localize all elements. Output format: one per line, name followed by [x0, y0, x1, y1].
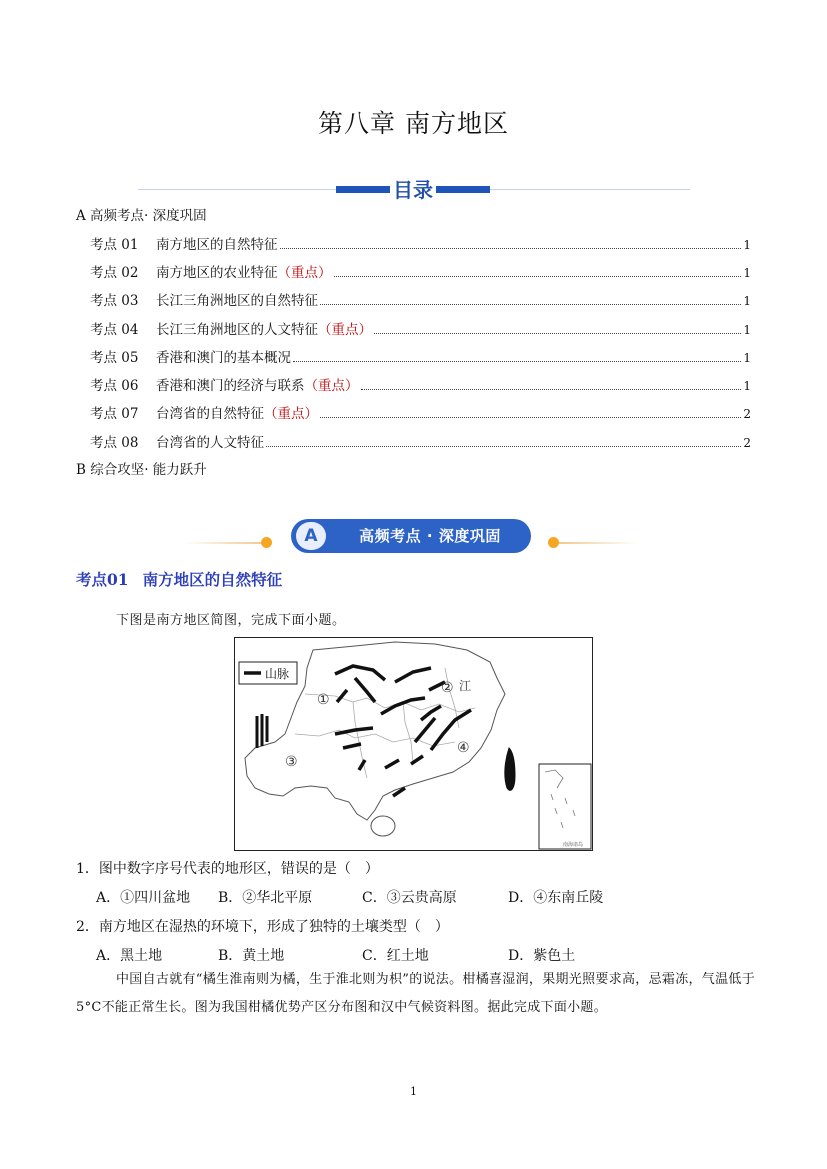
toc-heading: 目录 [390, 174, 436, 203]
toc-entry-name: 台湾省的人文特征 [156, 435, 264, 451]
map-inset [539, 764, 591, 849]
toc-entry-page: 1 [743, 294, 751, 308]
banner-dot-right [548, 537, 559, 548]
q1-option-c[interactable]: C．③云贵高原 [362, 890, 457, 906]
toc-entry-key: （重点） [264, 406, 318, 422]
map-label-3: ③ [285, 754, 298, 770]
mountain-range [343, 744, 361, 748]
toc-entry[interactable] [90, 318, 751, 338]
hainan-island [371, 816, 395, 836]
toc-entry-page: 2 [743, 407, 751, 421]
toc-entry[interactable] [90, 233, 751, 253]
map-svg [235, 638, 592, 850]
inset-note: 南海诸岛 [563, 842, 584, 848]
toc-leader [266, 445, 741, 447]
map-label-1: ① [317, 692, 330, 708]
mountain-range [421, 706, 441, 720]
banner-letter-badge: A [296, 522, 326, 550]
toc-entry-page: 1 [743, 379, 751, 393]
toc-section-b[interactable]: B 综合攻坚· 能力跃升 [76, 462, 207, 478]
map-label-2: ② [441, 680, 454, 696]
toc-entry-name: 香港和澳门的经济与联系 [156, 378, 305, 394]
map-label-jiang: 江 [459, 679, 472, 693]
toc-entry-num: 考点 07 [90, 406, 139, 422]
south-china-map [234, 637, 593, 851]
toc-entry-key: （重点） [318, 322, 372, 338]
toc-entry[interactable] [90, 402, 751, 422]
question-intro-2: 中国自古就有“橘生淮南则为橘，生于淮北则为枳”的说法。柑橘喜湿润，果期光照要求高，忌霜冻，气温低于 5°C不能正常生长。图为我国柑橘优势产区分布图和汉中气候资料图。据此完成下面小题。 [76, 972, 755, 1015]
section-num: 考点01 [76, 570, 129, 589]
toc-leader [320, 416, 741, 418]
q1-option-d[interactable]: D．④东南丘陵 [508, 890, 604, 906]
toc-entry-page: 1 [743, 351, 751, 365]
toc-entry[interactable] [90, 346, 751, 366]
toc-entry[interactable] [90, 261, 751, 281]
page-title: 第八章 南方地区 [318, 109, 509, 138]
toc-entry-page: 1 [743, 266, 751, 280]
section-name: 南方地区的自然特征 [142, 570, 283, 589]
toc-entry-num: 考点 01 [90, 237, 139, 253]
toc-leader [293, 360, 741, 362]
toc-entry-num: 考点 04 [90, 322, 139, 338]
toc-section-a[interactable]: A 高频考点· 深度巩固 [76, 208, 207, 224]
toc-leader [334, 275, 742, 277]
toc-entry-num: 考点 02 [90, 265, 139, 281]
province-boundary [403, 702, 413, 762]
toc-entry-num: 考点 05 [90, 350, 139, 366]
question-2-stem: 2．南方地区在湿热的环境下，形成了独特的土壤类型（ ） [76, 919, 449, 935]
q2-option-d[interactable]: D．紫色土 [508, 948, 576, 964]
toc-leader [320, 303, 741, 305]
taiwan-island [505, 748, 515, 790]
mountain-range [393, 788, 405, 796]
province-boundary [295, 730, 455, 746]
toc-entry-num: 考点 03 [90, 293, 139, 309]
toc-bar-left [336, 186, 392, 193]
banner-text: 高频考点 · 深度巩固 [359, 527, 501, 545]
question-intro: 下图是南方地区简图，完成下面小题。 [116, 613, 346, 628]
mountain-range [335, 666, 385, 680]
map-label-4: ④ [457, 740, 470, 756]
toc-entry-name: 南方地区的自然特征 [156, 237, 278, 253]
banner-dot-left [261, 537, 272, 548]
q2-option-c[interactable]: C．红土地 [362, 948, 429, 964]
section-title [76, 568, 282, 590]
mountain-range [385, 760, 399, 768]
toc-entry-num: 考点 08 [90, 435, 139, 451]
toc-entry-name: 南方地区的农业特征 [156, 265, 278, 281]
toc-entry[interactable] [90, 374, 751, 394]
toc-entry[interactable] [90, 289, 751, 309]
toc-entry-num: 考点 06 [90, 378, 139, 394]
mountain-range [395, 668, 431, 682]
mountain-range [415, 718, 435, 742]
toc-leader [374, 332, 741, 334]
toc-entry-page: 2 [743, 436, 751, 450]
toc-entry-key: （重点） [277, 265, 332, 281]
toc-entry-page: 1 [743, 238, 751, 252]
mountain-range [337, 690, 347, 702]
toc-leader [361, 388, 742, 390]
page-number: 1 [410, 1085, 417, 1098]
toc-entry-name: 长江三角洲地区的自然特征 [156, 293, 318, 309]
toc-entry[interactable] [90, 431, 751, 451]
q1-option-b[interactable]: B．②华北平原 [218, 890, 313, 906]
toc-entry-name: 长江三角洲地区的人文特征 [156, 322, 318, 338]
mountain-range [257, 714, 267, 748]
q1-option-a[interactable]: A．①四川盆地 [96, 890, 191, 906]
toc-entry-key: （重点） [304, 378, 359, 394]
legend-label: 山脉 [265, 667, 290, 681]
q2-option-a[interactable]: A．黑土地 [96, 948, 163, 964]
toc-leader [280, 247, 742, 249]
question-1-stem: 1．图中数字序号代表的地形区，错误的是（ ） [76, 861, 379, 877]
toc-entry-name: 香港和澳门的基本概况 [156, 350, 291, 366]
banner-line-left [184, 542, 266, 544]
toc-entry-page: 1 [743, 323, 751, 337]
toc-entry-name: 台湾省的自然特征 [156, 406, 264, 422]
banner-line-right [556, 542, 638, 544]
q2-option-b[interactable]: B．黄土地 [218, 948, 285, 964]
toc-bar-right [434, 186, 490, 193]
